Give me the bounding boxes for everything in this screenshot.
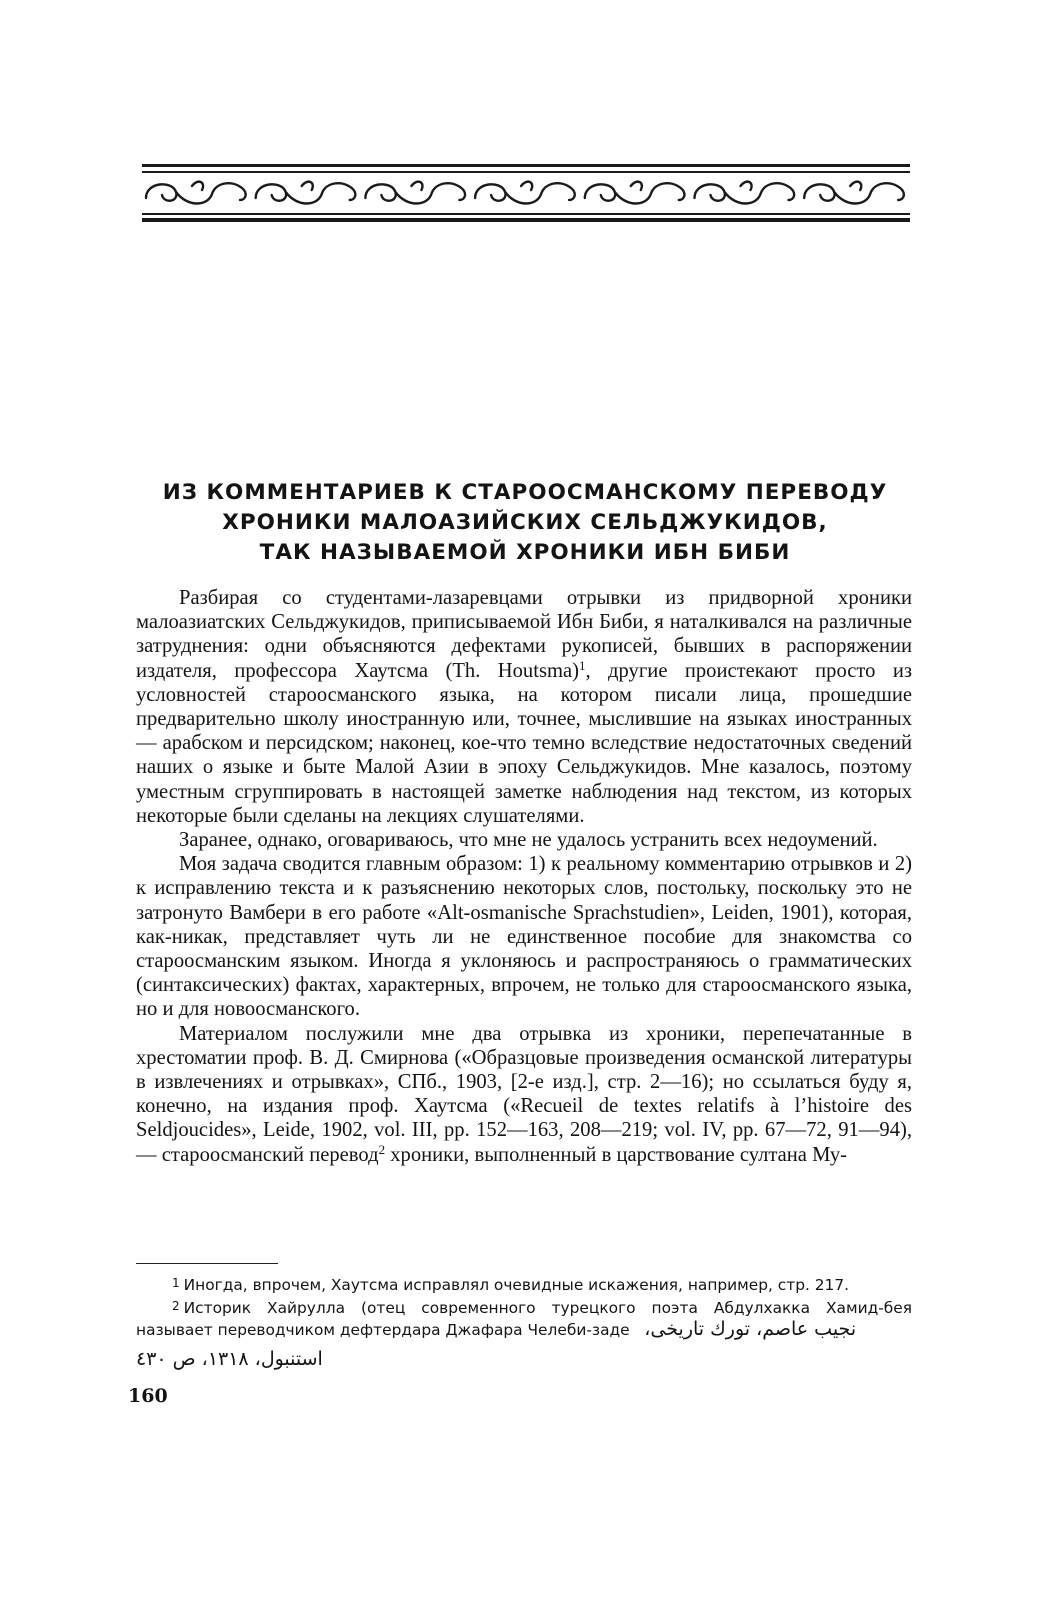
paragraph-2: Заранее, однако, оговариваюсь, что мне не удалось устранить всех недоумений.	[179, 829, 878, 852]
ornament-scroll	[256, 183, 356, 203]
ornament-scroll	[585, 183, 685, 203]
ornament-curl	[192, 182, 203, 190]
paragraph-4-part-a: Материалом послужили мне два отрывка из хроники, перепечатанные в хрестоматии проф. В. Д. Смирнова («Образцовые произведения османской литературы в извлечениях и отрывках», СПб., 1903, [2-е изд.], стр. 2—16); но ссылаться буду я, конечно, на издания проф. Хаутсма («Recueil de textes relatifs à l’histoire des Seldjoucides», Leide, 1902, vol. III, pp. 152—163, 208—219; vol. IV, pp. 67—72, 91—94), — староосманский перевод	[136, 1022, 912, 1166]
footnote-2	[136, 1296, 912, 1341]
article-title	[140, 478, 910, 568]
ornament-scroll	[146, 183, 246, 203]
footnote-1-mark: 1	[172, 1276, 180, 1290]
article-body	[136, 586, 912, 1167]
ornament-curl	[631, 182, 642, 190]
ornament-curl	[521, 182, 532, 190]
footnote-1-text: Иногда, впрочем, Хаутсма исправлял очевидные искажения, например, стр. 217.	[183, 1276, 850, 1294]
footnote-ref-1: 1	[578, 657, 586, 673]
ornament-curl	[411, 182, 422, 190]
ornament-curl	[850, 182, 861, 190]
header-ornament	[142, 164, 910, 224]
footnote-2-mark: 2	[172, 1299, 180, 1313]
ornament-curl	[741, 182, 752, 190]
ornament-scroll	[695, 183, 795, 203]
ornament-curl	[302, 182, 313, 190]
ornament-scroll	[475, 183, 575, 203]
paragraph-4	[136, 1022, 912, 1167]
title-line-1: ИЗ КОММЕНТАРИЕВ К СТАРООСМАНСКОМУ ПЕРЕВОДУ	[162, 480, 888, 505]
paragraph-1	[136, 586, 912, 828]
paragraph-3: Моя задача сводится главным образом: 1) к реальному комментарию отрывков и 2) к исправлению текста и к разъяснению некоторых слов, постольку, поскольку это не затронуто Вамбери в его работе «Alt-osmanische Sprachstudien», Leiden, 1901), которая, как-никак, представляет чуть ли не единственное пособие для знакомства со староосманским языком. Иногда я уклоняюсь и распространяюсь о грамматических (синтаксических) фактах, характерных, впрочем, не только для староосманского языка, но и для новоосманского.	[136, 853, 912, 1021]
title-line-2: ХРОНИКИ МАЛОАЗИЙСКИХ СЕЛЬДЖУКИДОВ,	[222, 510, 828, 535]
footnote-ref-2: 2	[378, 1141, 386, 1157]
title-line-3: ТАК НАЗЫВАЕМОЙ ХРОНИКИ ИБН БИБИ	[259, 540, 791, 565]
paragraph-1-part-b: , другие проистекают просто из условностей староосманского языка, на котором писали лица, прошедшие предварительно школу иностранную или, точнее, мыслившие на языках иностранных — арабском и персидском; наконец, кое-что темно вследствие недостаточных сведений наших о языке и быте Малой Азии в эпоху Сельджукидов. Мне казалось, поэтому уместным сгруппировать в настоящей заметке наблюдения над текстом, из которых некоторые были сделаны на лекциях слушателями.	[136, 659, 913, 827]
footnote-1	[136, 1273, 912, 1296]
footnotes	[136, 1273, 912, 1370]
page-number: 160	[128, 1385, 168, 1407]
ornament-scroll	[365, 183, 465, 203]
footnote-2-text: Историк Хайрулла (отец современного турецкого поэта Абдулхакка Хамид-бея называет переводчиком дефтердара Джафара Челеби-заде	[136, 1299, 912, 1339]
paragraph-4-part-b: хроники, выполненный в царствование султана Му-	[385, 1143, 848, 1166]
ornament-scroll	[804, 183, 904, 203]
paragraph-1-part-a: Разбирая со студентами-лазаревцами отрывки из придворной хроники малоазиатских Сельджукидов, приписываемой Ибн Биби, я наталкивался на различные затруднения: одни объясняются дефектами рукописей, бывших в распоряжении издателя, профессора Хаутсма (Th. Houtsma)	[136, 587, 912, 682]
footnote-2-arabic-2: استنبول، ١٣١٨، ص ٤٣٠	[136, 1348, 323, 1370]
footnote-2-arabic-1: نجيب عاصم، تورك تاريخى،	[644, 1318, 857, 1340]
footnote-divider	[136, 1263, 278, 1264]
